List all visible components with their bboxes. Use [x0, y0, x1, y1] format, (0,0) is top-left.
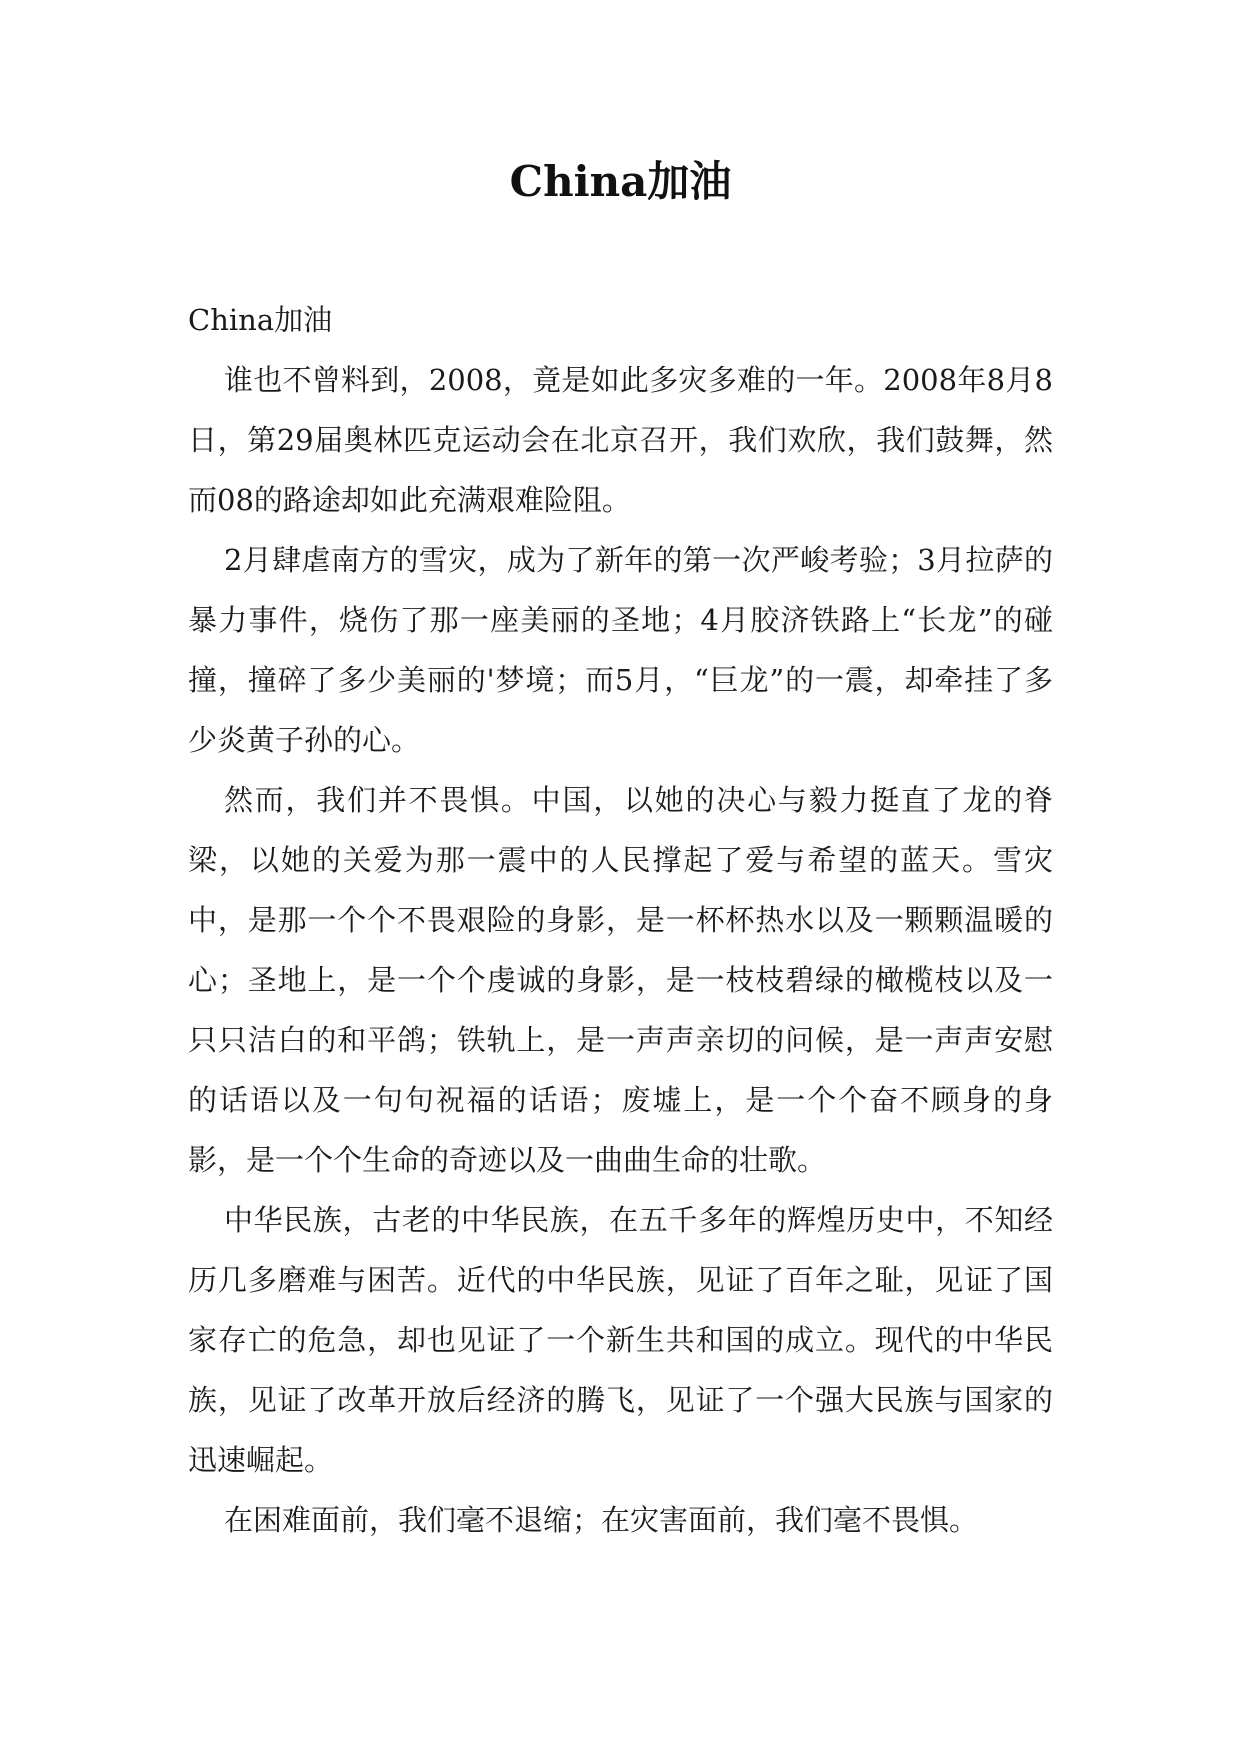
document-subtitle: China加油: [188, 303, 333, 337]
paragraph-5: 在困难面前，我们毫不退缩；在灾害面前，我们毫不畏惧。: [224, 1503, 979, 1537]
paragraph-2: 2月肆虐南方的雪灾，成为了新年的第一次严峻考验；3月拉萨的暴力事件，烧伤了那一座美丽的圣地；4月胶济铁路上“长龙”的碰撞，撞碎了多少美丽的'梦境；而5月，“巨龙”的一震，却牵挂了多少炎黄子孙的心。: [188, 543, 1053, 757]
paragraph-4: 中华民族，古老的中华民族，在五千多年的辉煌历史中，不知经历几多磨难与困苦。近代的中华民族，见证了百年之耻，见证了国家存亡的危急，却也见证了一个新生共和国的成立。现代的中华民族，见证了改革开放后经济的腾飞，见证了一个强大民族与国家的迅速崛起。: [188, 1203, 1053, 1477]
paragraph-1: 谁也不曾料到，2008，竟是如此多灾多难的一年。2008年8月8日，第29届奥林匹克运动会在北京召开，我们欢欣，我们鼓舞，然而08的路途却如此充满艰难险阻。: [188, 363, 1053, 517]
paragraph-3: 然而，我们并不畏惧。中国，以她的决心与毅力挺直了龙的脊梁，以她的关爱为那一震中的人民撑起了爱与希望的蓝天。雪灾中，是那一个个不畏艰险的身影，是一杯杯热水以及一颗颗温暖的心；圣地上，是一个个虔诚的身影，是一枝枝碧绿的橄榄枝以及一只只洁白的和平鸽；铁轨上，是一声声亲切的问候，是一声声安慰的话语以及一句句祝福的话语；废墟上，是一个个奋不顾身的身影，是一个个生命的奇迹以及一曲曲生命的壮歌。: [188, 783, 1053, 1177]
document-body: [188, 290, 1053, 1550]
document-title: China加油: [509, 157, 732, 206]
